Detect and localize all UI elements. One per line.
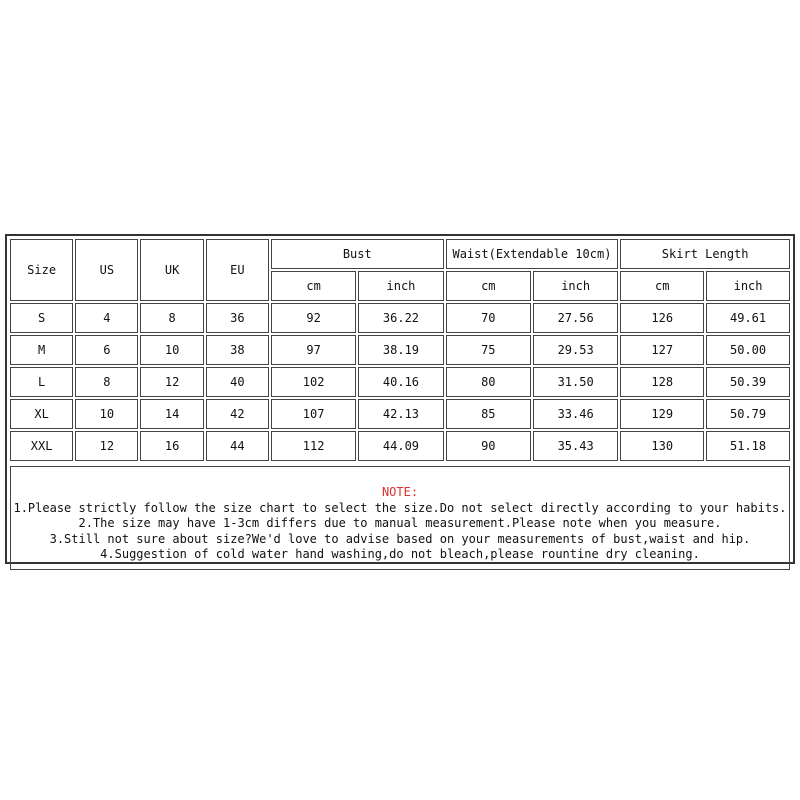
cell-skirt-inch: 50.00 (706, 335, 790, 365)
note-line: 2.The size may have 1-3cm differs due to manual measurement.Please note when you measure. (78, 516, 722, 530)
header-skirt-cm: cm (620, 271, 704, 301)
table-header (10, 239, 790, 301)
cell-waist-cm: 75 (446, 335, 531, 365)
size-table (8, 237, 792, 463)
cell-skirt-cm: 128 (620, 367, 704, 397)
header-waist-inch: inch (533, 271, 618, 301)
table-row (10, 367, 790, 397)
header-us: US (75, 239, 138, 301)
cell-bust-cm: 107 (271, 399, 356, 429)
cell-waist-inch: 35.43 (533, 431, 618, 461)
cell-us: 6 (75, 335, 138, 365)
table-row (10, 303, 790, 333)
cell-bust-cm: 92 (271, 303, 356, 333)
table-row (10, 431, 790, 461)
cell-bust-inch: 44.09 (358, 431, 443, 461)
cell-waist-cm: 85 (446, 399, 531, 429)
table-body (10, 303, 790, 461)
note-line: 1.Please strictly follow the size chart to select the size.Do not select directly according to your habits. (13, 500, 787, 515)
header-size: Size (10, 239, 73, 301)
table-row (10, 335, 790, 365)
cell-us: 12 (75, 431, 138, 461)
header-eu: EU (206, 239, 269, 301)
notes-title: NOTE: (381, 485, 419, 499)
cell-skirt-cm: 129 (620, 399, 704, 429)
header-skirt-inch: inch (706, 271, 790, 301)
cell-skirt-inch: 51.18 (706, 431, 790, 461)
cell-us: 4 (75, 303, 138, 333)
cell-uk: 10 (140, 335, 203, 365)
cell-bust-inch: 42.13 (358, 399, 443, 429)
cell-bust-cm: 102 (271, 367, 356, 397)
cell-uk: 16 (140, 431, 203, 461)
header-bust: Bust (271, 239, 444, 269)
cell-waist-inch: 33.46 (533, 399, 618, 429)
size-chart (5, 234, 795, 564)
cell-uk: 14 (140, 399, 203, 429)
cell-bust-cm: 112 (271, 431, 356, 461)
cell-skirt-cm: 130 (620, 431, 704, 461)
cell-size: XXL (10, 431, 73, 461)
cell-eu: 40 (206, 367, 269, 397)
cell-size: XL (10, 399, 73, 429)
cell-bust-inch: 36.22 (358, 303, 443, 333)
header-waist: Waist(Extendable 10cm) (446, 239, 619, 269)
cell-size: L (10, 367, 73, 397)
cell-bust-inch: 38.19 (358, 335, 443, 365)
header-bust-inch: inch (358, 271, 443, 301)
header-uk: UK (140, 239, 203, 301)
table-row (10, 399, 790, 429)
note-line: 3.Still not sure about size?We'd love to advise based on your measurements of bust,waist and hip. (49, 531, 751, 546)
cell-skirt-inch: 50.39 (706, 367, 790, 397)
cell-us: 10 (75, 399, 138, 429)
cell-skirt-inch: 50.79 (706, 399, 790, 429)
cell-size: M (10, 335, 73, 365)
notes-box (10, 466, 790, 570)
header-skirt-length: Skirt Length (620, 239, 790, 269)
cell-eu: 42 (206, 399, 269, 429)
cell-waist-inch: 31.50 (533, 367, 618, 397)
note-line: 4.Suggestion of cold water hand washing,do not bleach,please rountine dry cleaning. (100, 547, 700, 561)
cell-waist-cm: 80 (446, 367, 531, 397)
cell-skirt-cm: 126 (620, 303, 704, 333)
cell-waist-cm: 70 (446, 303, 531, 333)
cell-waist-inch: 29.53 (533, 335, 618, 365)
header-waist-cm: cm (446, 271, 531, 301)
cell-size: S (10, 303, 73, 333)
cell-eu: 36 (206, 303, 269, 333)
cell-eu: 44 (206, 431, 269, 461)
cell-uk: 12 (140, 367, 203, 397)
cell-skirt-inch: 49.61 (706, 303, 790, 333)
cell-waist-cm: 90 (446, 431, 531, 461)
cell-bust-inch: 40.16 (358, 367, 443, 397)
cell-waist-inch: 27.56 (533, 303, 618, 333)
header-bust-cm: cm (271, 271, 356, 301)
cell-uk: 8 (140, 303, 203, 333)
cell-us: 8 (75, 367, 138, 397)
cell-skirt-cm: 127 (620, 335, 704, 365)
cell-bust-cm: 97 (271, 335, 356, 365)
cell-eu: 38 (206, 335, 269, 365)
